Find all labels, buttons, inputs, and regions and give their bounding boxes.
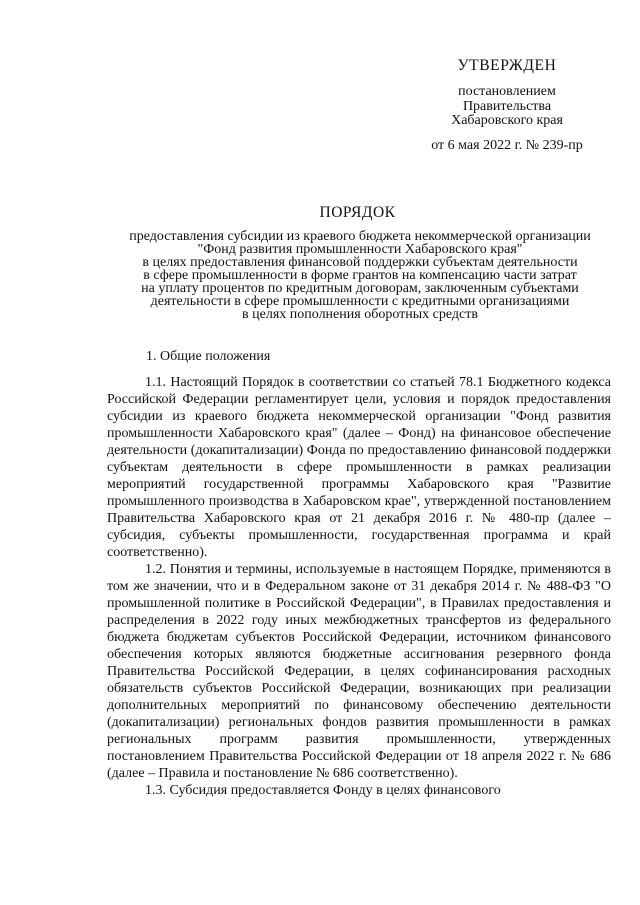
subtitle-line-7: в целях пополнения оборотных средств — [242, 307, 478, 322]
approval-date: от 6 мая 2022 г. № 239-пр — [431, 137, 583, 153]
paragraph-1-2: 1.2. Понятия и термины, используемые в настоящем Порядке, применяются в том же значении, что и в Федеральном законе от 31 декабря 2014 г. № 488-ФЗ "О промышленной политике в Российской Федерации", в Правилах предоставления и распределения в 2022 году иных межбюджетных трансфертов из федерального бюджета бюджетам субъектов Российской Федерации, источником финансового обеспечения которых являются бюджетные ассигнования резервного фонда Правительства Российской Федерации, в целях софинансирования расходных обязательств субъектов Российской Федерации, возникающих при реализации дополнительных мероприятий по финансовому обеспечению деятельности (докапитализации) региональных фондов развития промышленности в рамках региональных программ развития промышленности, утвержденных постановлением Правительства Российской Федерации от 18 апреля 2022 г. № 686 (далее – Правила и постановление № 686 соответственно). — [107, 562, 611, 781]
document-subtitle — [100, 230, 620, 321]
approval-block — [412, 56, 602, 154]
subtitle-line-5: на уплату процентов по кредитным договорам, заключенным субъектами — [141, 281, 579, 296]
approval-line-1: постановлением — [458, 84, 556, 99]
section-heading: 1. Общие положения — [146, 349, 271, 364]
subtitle-line-3: в целях предоставления финансовой поддержки субъектам деятельности — [142, 255, 578, 270]
paragraph-1-1: 1.1. Настоящий Порядок в соответствии со статьей 78.1 Бюджетного кодекса Российской Федерации регламентирует цели, условия и порядок предоставления субсидии из краевого бюджета некоммерческой организации "Фонд развития промышленности Хабаровского края" (далее – Фонд) на финансовое обеспечение деятельности (докапитализации) Фонда по предоставлению финансовой поддержки субъектам деятельности в сфере промышленности в рамках реализации мероприятий государственной программы Хабаровского края "Развитие промышленного производства в Хабаровском крае", утвержденной постановлением Правительства Хабаровского края от 21 декабря 2016 г. № 480-пр (далее – субсидия, субъекты промышленности, государственная программа и край соответственно). — [107, 375, 611, 560]
document-title: ПОРЯДОК — [319, 204, 396, 221]
subtitle-line-6: деятельности в сфере промышленности с кредитными организациями — [150, 294, 570, 309]
paragraph-1-3: 1.3. Субсидия предоставляется Фонду в целях финансового — [145, 783, 501, 798]
subtitle-line-4: в сфере промышленности в форме грантов на компенсацию части затрат — [143, 268, 577, 283]
subtitle-line-1: предоставления субсидии из краевого бюджета некоммерческой организации — [129, 229, 591, 244]
approval-title: УТВЕРЖДЕН — [457, 57, 557, 74]
subtitle-line-2: "Фонд развития промышленности Хабаровского края" — [197, 242, 523, 257]
approval-line-3: Хабаровского края — [451, 113, 563, 128]
document-body — [107, 374, 611, 799]
approval-line-2: Правительства — [462, 98, 552, 114]
